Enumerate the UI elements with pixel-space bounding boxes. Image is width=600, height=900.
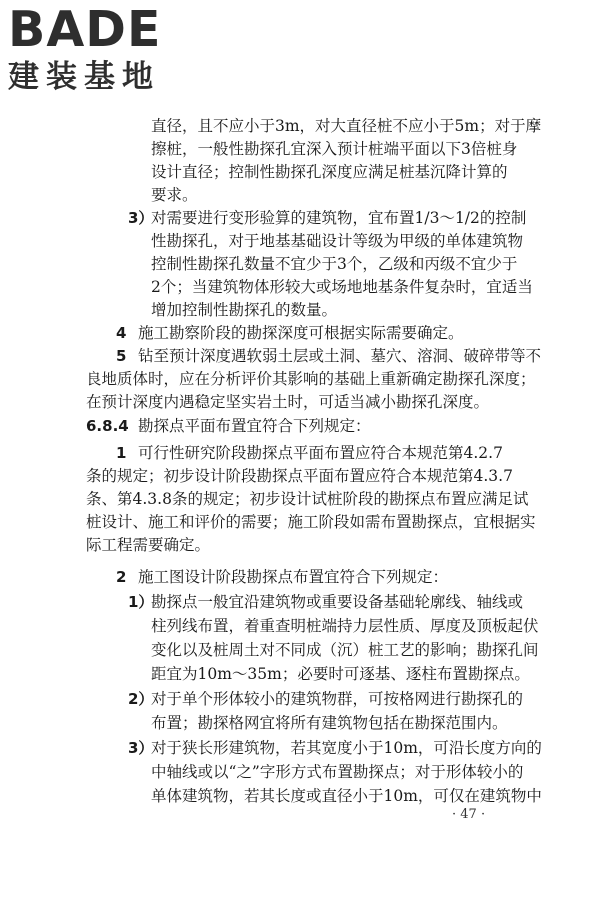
list-marker: 1） [128, 593, 154, 611]
text-line: 际工程需要确定。 [86, 536, 211, 554]
text-line: 施工图设计阶段勘探点布置宜符合下列规定： [138, 568, 449, 586]
text-line: 对于单个形体较小的建筑物群，可按格网进行勘探孔的 [151, 690, 524, 708]
text-line: 良地质体时，应在分析评价其影响的基础上重新确定勘探孔深度； [86, 370, 536, 388]
text-line: 柱列线布置，着重查明桩端持力层性质、厚度及顶板起伏 [151, 617, 539, 635]
logo-main: BADE [8, 1, 162, 58]
text-line: 2个；当建筑物体形较大或场地地基条件复杂时，宜适当 [151, 278, 533, 296]
text-line: 性勘探孔，对于地基基础设计等级为甲级的单体建筑物 [151, 232, 524, 250]
list-marker: 2） [128, 690, 154, 708]
text-line: 在预计深度内遇稳定坚实岩土时，可适当减小勘探孔深度。 [86, 393, 490, 411]
text-line: 勘探点平面布置宜符合下列规定： [138, 417, 371, 435]
text-line: 钻至预计深度遇软弱土层或土洞、墓穴、溶洞、破碎带等不 [138, 347, 542, 365]
text-line: 可行性研究阶段勘探点平面布置应符合本规范第4.2.7 [138, 444, 503, 462]
list-marker: 3） [128, 739, 154, 757]
text-line: 桩设计、施工和评价的需要；施工阶段如需布置勘探点，宜根据实 [86, 513, 536, 531]
text-line: 条、第4.3.8条的规定；初步设计试桩阶段的勘探点布置应满足试 [86, 490, 529, 508]
text-line: 变化以及桩周土对不同成（沉）桩工艺的影响；勘探孔间 [151, 641, 539, 659]
logo-subtitle: 建装基地 [8, 59, 160, 95]
text-line: 勘探点一般宜沿建筑物或重要设备基础轮廓线、轴线或 [151, 593, 524, 611]
text-line: 要求。 [151, 186, 198, 204]
text-line: 布置；勘探格网宜将所有建筑物包括在勘探范围内。 [151, 714, 508, 732]
item-number: 1 [116, 444, 127, 462]
text-line: 单体建筑物，若其长度或直径小于10m，可仅在建筑物中 [151, 787, 542, 805]
text-line: 直径，且不应小于3m，对大直径桩不应小于5m；对于摩 [151, 117, 542, 135]
text-line: 擦桩，一般性勘探孔宜深入预计桩端平面以下3倍桩身 [151, 140, 518, 158]
item-number: 4 [116, 324, 127, 342]
text-line: 中轴线或以“之”字形方式布置勘探点；对于形体较小的 [151, 763, 524, 781]
page-number: · 47 · [452, 807, 486, 822]
text-line: 距宜为10m～35m；必要时可逐基、逐柱布置勘探点。 [151, 665, 530, 683]
text-line: 对需要进行变形验算的建筑物，宜布置1/3～1/2的控制 [151, 209, 527, 227]
list-marker: 3） [128, 209, 154, 227]
item-number: 2 [116, 568, 127, 586]
text-line: 条的规定；初步设计阶段勘探点平面布置应符合本规范第4.3.7 [86, 467, 513, 485]
item-number: 5 [116, 347, 127, 365]
text-line: 施工勘察阶段的勘探深度可根据实际需要确定。 [138, 324, 464, 342]
text-line: 控制性勘探孔数量不宜少于3个，乙级和丙级不宜少于 [151, 255, 518, 273]
text-line: 设计直径；控制性勘探孔深度应满足桩基沉降计算的 [151, 163, 508, 181]
section-number: 6.8.4 [86, 417, 129, 435]
text-line: 对于狭长形建筑物，若其宽度小于10m，可沿长度方向的 [151, 739, 542, 757]
logo [8, 1, 188, 95]
text-line: 增加控制性勘探孔的数量。 [151, 301, 338, 319]
